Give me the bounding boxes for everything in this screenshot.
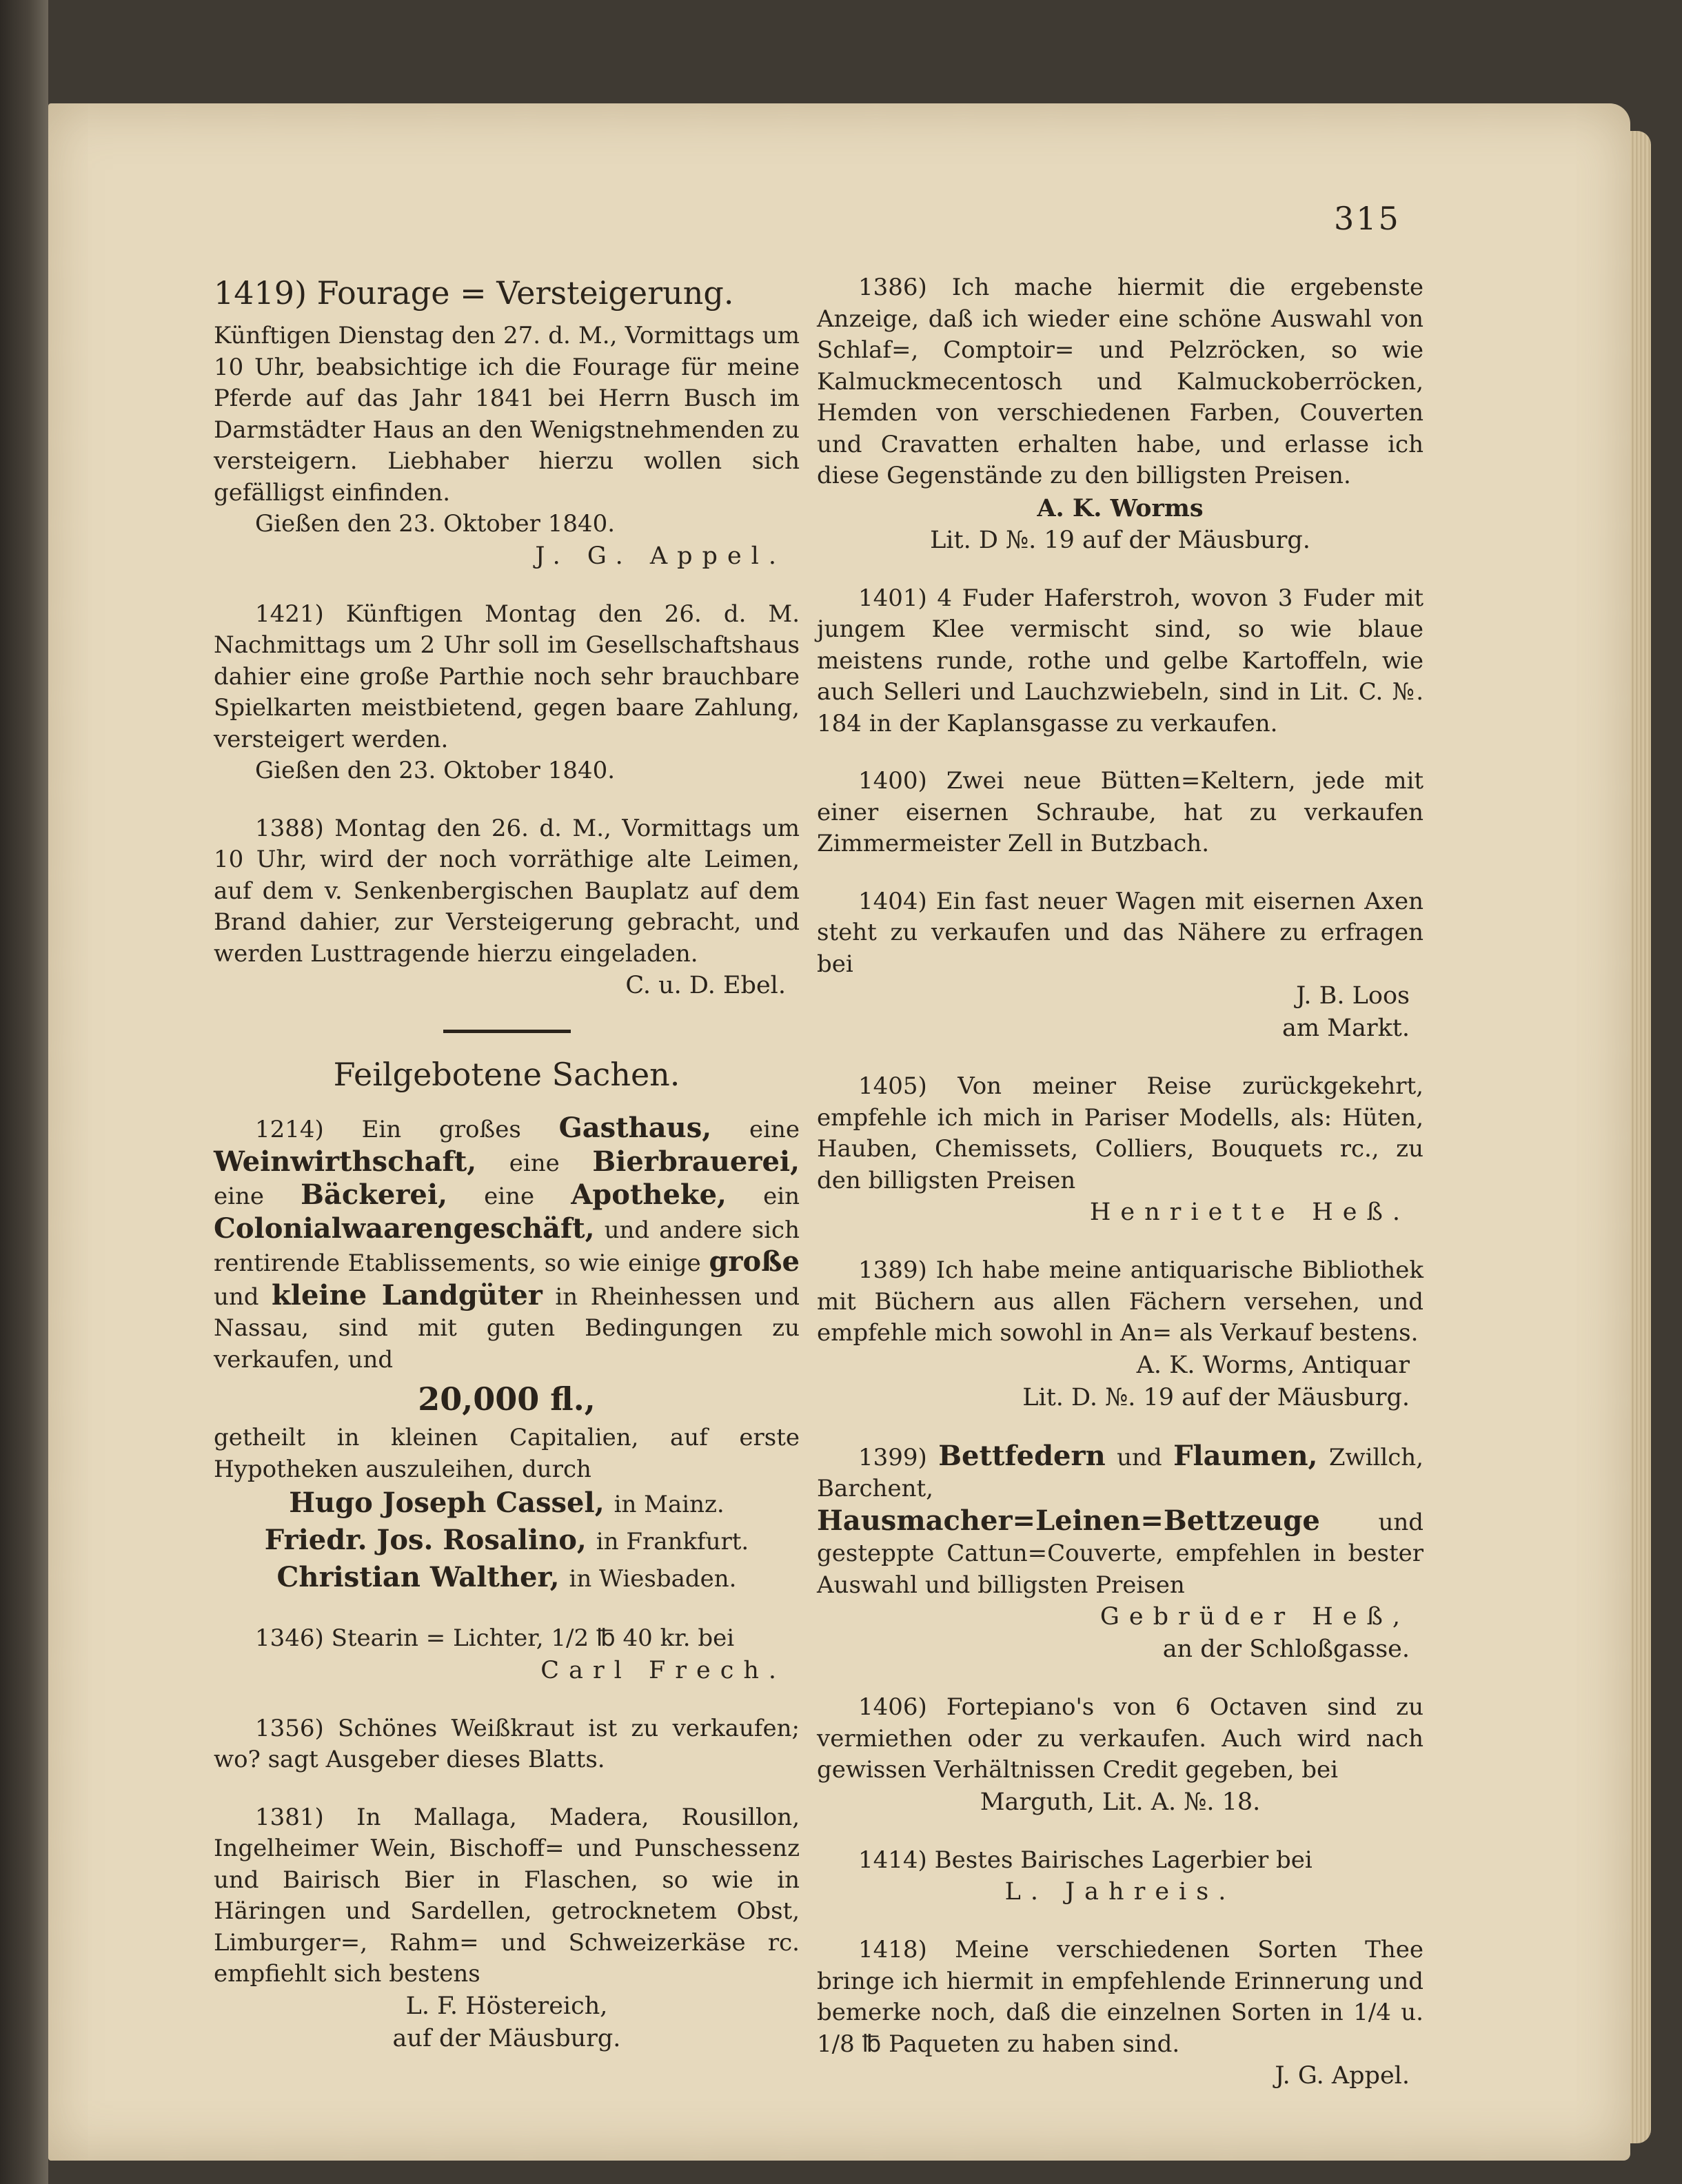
entry-text: 1405) Von meiner Reise zurückgekehrt, empfehle ich mich in Pariser Modells, als: Hüten, Hauben, Chemissets, Colliers, Bouquets rc., zu den billigsten Preisen [817,1072,1423,1194]
merchant-line [214,1560,800,1597]
entry-title: Fourage = Versteigerung. [316,274,734,312]
section-title: Feilgebotene Sachen. [333,1056,680,1093]
merchant-city: in Mainz. [614,1491,725,1518]
entry-1401 [817,583,1423,740]
text-run: Zwillch, Barchent, [817,1443,1423,1502]
bold-run: kleine Landgüter [272,1278,543,1312]
entry-signature: Marguth, Lit. A. №. 18. [980,1788,1261,1816]
entry-1404 [817,886,1423,1045]
entry-address: Lit. D №. 19 auf der Mäusburg. [930,526,1310,554]
merchant-line [214,1485,800,1522]
entry-1389 [817,1255,1423,1414]
entry-signature: J. B. Loos [1296,982,1410,1010]
entry-address: Lit. D. №. 19 auf der Mäusburg. [1022,1383,1410,1411]
entry-number: 1399) [858,1443,927,1471]
entry-1406 [817,1692,1423,1819]
text-run: und [214,1283,259,1311]
entry-signature: C. u. D. Ebel. [625,972,786,999]
entry-address: an der Schloßgasse. [1162,1635,1410,1663]
entry-signature: A. K. Worms [1037,493,1204,522]
entry-1346 [214,1623,800,1687]
left-column [214,272,800,2081]
page-number: 315 [1334,200,1401,237]
entry-signature: Henriette Heß. [1089,1198,1410,1226]
entry-text: 1388) Montag den 26. d. M., Vormittags um 10 Uhr, wird der noch vorräthige alte Leimen, auf dem v. Senkenbergischen Bauplatz auf dem Brand dahier, zur Versteigerung gebracht, und werden Lusttragende hierzu eingeladen. [214,814,800,968]
bold-run: Bäckerei, [301,1178,447,1211]
section-divider [443,1030,571,1033]
entry-signature: Gebrüder Heß, [1100,1603,1410,1631]
entry-1418 [817,1935,1423,2092]
bold-run: Colonialwaarengeschäft, [214,1212,595,1245]
entry-text: 1406) Fortepiano's von 6 Octaven sind zu vermiethen oder zu verkaufen. Auch wird nach gewissen Verhältnissen Credit gegeben, bei [817,1693,1423,1784]
entry-text: 1346) Stearin = Lichter, 1/2 ℔ 40 kr. bei [255,1624,735,1652]
bold-run: Apotheke, [571,1178,727,1211]
entry-signature: J. G. Appel. [1275,2062,1410,2090]
right-column [817,272,1423,2119]
entry-text: 1414) Bestes Bairisches Lagerbier bei [858,1846,1313,1874]
text-run: und andere sich rentirende Etablissements, so wie einige [214,1216,800,1277]
entry-signature: Carl Frech. [540,1656,786,1684]
entry-text: 1356) Schönes Weißkraut ist zu verkaufen; wo? sagt Ausgeber dieses Blatts. [214,1714,800,1773]
bold-run: große [709,1245,800,1278]
entry-signature: L. F. Höstereich, [405,1992,608,2020]
entry-signature: J. G. Appel. [535,542,786,570]
bold-run: Flaumen, [1173,1439,1318,1472]
entry-text: 1418) Meine verschiedenen Sorten Thee bringe ich hiermit in empfehlende Erinnerung und bemerke noch, daß die einzelnen Sorten in 1/4 u. 1/8 ℔ Paqueten zu haben sind. [817,1936,1423,2058]
entry-text-continued: getheilt in kleinen Capitalien, auf erste Hypotheken auszuleihen, durch [214,1424,800,1483]
text-run: eine [509,1149,560,1177]
entry-1381 [214,1802,800,2055]
merchant-city: in Frankfurt. [596,1528,749,1555]
entry-signature: L. Jahreis. [1004,1878,1236,1906]
entry-1421 [214,599,800,787]
entry-1399 [817,1440,1423,1666]
text-run: eine [214,1183,265,1210]
bold-run: Weinwirthschaft, [214,1145,477,1178]
merchant-name: Friedr. Jos. Rosalino, [264,1524,587,1556]
entry-text [214,1112,800,1376]
entry-1386 [817,272,1423,557]
merchant-line [214,1522,800,1560]
entry-text: 1421) Künftigen Montag den 26. d. M. Nachmittags um 2 Uhr soll im Gesellschaftshaus dahier eine große Parthie noch sehr brauchbare Spielkarten meistbietend, gegen baare Zahlung, versteigert werden. [214,600,800,753]
bold-run: Bierbrauerei, [592,1145,800,1178]
entry-date: Gießen den 23. Oktober 1840. [255,510,616,538]
bold-run: Bettfedern [938,1439,1106,1472]
bold-run: Hausmacher=Leinen=Bettzeuge [817,1504,1320,1537]
bold-run: Gasthaus, [558,1112,712,1144]
text-run: Ein großes [361,1116,521,1143]
scan-background [0,0,48,2184]
text-run: in Rheinhessen und Nassau, sind mit guten Bedingungen zu verkaufen, und [214,1283,800,1374]
entry-1356 [214,1713,800,1776]
entry-text: 1404) Ein fast neuer Wagen mit eisernen Axen steht zu verkaufen und das Nähere zu erfragen bei [817,887,1423,978]
entry-text: 1386) Ich mache hiermit die ergebenste Anzeige, daß ich wieder eine schöne Auswahl von Schlaf=, Comptoir= und Pelzröcken, so wie Kalmuckmecentosch und Kalmuckoberröcken, Hemden von verschiedenen Farben, Couverten und Cravatten erhalten habe, und erlasse ich diese Gegenstände zu den billigsten Preisen. [817,274,1423,489]
entry-1214 [214,1112,800,1597]
text-run: und gesteppte Cattun=Couverte, empfehlen in bester Auswahl und billigsten Preisen [817,1508,1423,1599]
merchant-name: Hugo Joseph Cassel, [289,1487,605,1519]
entry-1400 [817,766,1423,860]
entry-1414 [817,1845,1423,1909]
text-run: und [1117,1443,1162,1471]
entry-address: am Markt. [1281,1014,1410,1042]
entry-heading [214,272,800,314]
entry-text: 1389) Ich habe meine antiquarische Bibliothek mit Büchern aus allen Fächern versehen, und empfehle mich sowohl in An= als Verkauf bestens. [817,1256,1423,1347]
entry-date: Gießen den 23. Oktober 1840. [255,757,616,784]
entry-number: 1214) [255,1116,324,1143]
entry-text: 1400) Zwei neue Bütten=Keltern, jede mit einer eisernen Schraube, hat zu verkaufen Zimmermeister Zell in Butzbach. [817,767,1423,857]
entry-1419 [214,272,800,573]
entry-text: 1381) In Mallaga, Madera, Rousillon, Ingelheimer Wein, Bischoff= und Punschessenz und Bairisch Bier in Flaschen, so wie in Häringen und Sardellen, getrocknetem Obst, Limburger=, Rahm= und Schweizerkäse rc. empfiehlt sich bestens [214,1803,800,1988]
entry-amount: 20,000 fl., [418,1380,596,1418]
entry-signature: A. K. Worms, Antiquar [1136,1351,1410,1379]
entry-text: 1401) 4 Fuder Haferstroh, wovon 3 Fuder mit jungem Klee vermischt sind, so wie blaue meistens runde, rothe und gelbe Kartoffeln, wie auch Selleri und Lauchzwiebeln, sind in Lit. C. №. 184 in der Kaplansgasse zu verkaufen. [817,584,1423,737]
entry-text [817,1440,1423,1602]
entry-text: Künftigen Dienstag den 27. d. M., Vormittags um 10 Uhr, beabsichtige ich die Fourage für meine Pferde auf das Jahr 1841 bei Herrn Busch im Darmstädter Haus an den Wenigstnehmenden zu versteigern. Liebhaber hierzu wollen sich gefälligst einfinden. [214,322,800,507]
text-run: eine [484,1183,535,1210]
merchant-city: in Wiesbaden. [569,1565,737,1593]
text-run: ein [763,1183,800,1210]
entry-address: auf der Mäusburg. [392,2024,621,2052]
merchant-name: Christian Walther, [276,1561,560,1593]
entry-number: 1419) [214,274,307,312]
text-run: eine [749,1116,800,1143]
entry-1388 [214,813,800,1003]
entry-1405 [817,1071,1423,1229]
